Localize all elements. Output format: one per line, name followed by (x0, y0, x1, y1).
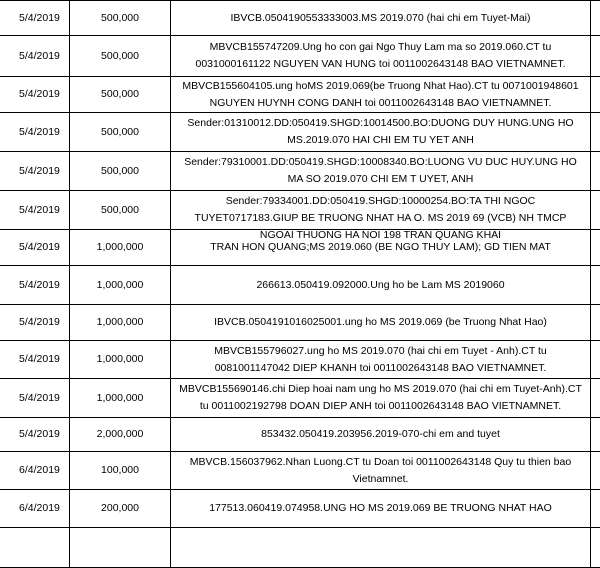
description-cell (171, 152, 591, 190)
amount-cell: 2,000,000 (70, 418, 171, 451)
description-text: MBVCB.156037962.Nhan Luong.CT tu Doan toi 0011002643148 Quy tu thien bao Vietnamnet. (189, 455, 572, 485)
amount-cell: 1,000,000 (70, 379, 171, 417)
extra-cell (591, 341, 600, 378)
extra-cell (591, 77, 600, 112)
amount-cell: 1,000,000 (70, 341, 171, 378)
extra-cell (591, 152, 600, 190)
table-row (0, 113, 600, 152)
amount-cell: 500,000 (70, 36, 171, 76)
extra-cell (591, 230, 600, 265)
description-text: IBVCB.0504190553333003.MS 2019.070 (hai chi em Tuyet-Mai) (230, 11, 531, 24)
extra-cell (591, 528, 600, 567)
description-cell (171, 266, 591, 304)
table-row (0, 528, 600, 568)
date-cell: 5/4/2019 (0, 36, 70, 76)
description-cell (171, 341, 591, 378)
table-row (0, 77, 600, 113)
extra-cell (591, 191, 600, 229)
extra-cell (591, 36, 600, 76)
date-cell: 5/4/2019 (0, 1, 70, 35)
table-row (0, 490, 600, 528)
date-cell: 5/4/2019 (0, 191, 70, 229)
amount-cell: 100,000 (70, 452, 171, 489)
amount-cell: 500,000 (70, 152, 171, 190)
amount-cell (70, 528, 171, 567)
description-cell (171, 418, 591, 451)
amount-cell: 1,000,000 (70, 305, 171, 340)
description-cell (171, 379, 591, 417)
description-text: Sender:01310012.DD:050419.SHGD:10014500.BO:DUONG DUY HUNG.UNG HO MS.2019.070 HAI CHI EM TU YET ANH (187, 117, 574, 146)
amount-cell: 200,000 (70, 490, 171, 527)
table-row (0, 418, 600, 452)
description-cell (171, 452, 591, 489)
description-text: TRAN HON QUANG;MS 2019.060 (BE NGO THUY LAM); GD TIEN MAT (210, 241, 551, 253)
table-row (0, 230, 600, 266)
description-cell (171, 305, 591, 340)
description-text: IBVCB.0504191016025001.ung ho MS 2019.069 (be Truong Nhat Hao) (214, 316, 547, 328)
date-cell: 5/4/2019 (0, 266, 70, 304)
description-text: MBVCB155747209.Ung ho con gai Ngo Thuy Lam ma so 2019.060.CT tu 0031000161122 NGUYEN VAN HUNG toi 0011002643148 BAO VIETNAMNET. (195, 41, 566, 70)
date-cell: 5/4/2019 (0, 379, 70, 417)
description-text: 853432.050419.203956.2019-070-chi em and tuyet (261, 428, 500, 440)
description-text: 266613.050419.092000.Ung ho be Lam MS 2019060 (256, 278, 505, 291)
date-cell: 6/4/2019 (0, 490, 70, 527)
description-cell (171, 230, 591, 265)
description-cell (171, 490, 591, 527)
description-text: MBVCB155604105.ung hoMS 2019.069(be Truong Nhat Hao).CT tu 0071001948601 NGUYEN HUYNH CONG DANH toi 0011002643148 BAO VIETNAMNET. (182, 79, 579, 109)
amount-cell: 500,000 (70, 113, 171, 151)
table-row (0, 0, 600, 36)
extra-cell (591, 305, 600, 340)
amount-cell: 500,000 (70, 191, 171, 229)
extra-cell (591, 266, 600, 304)
amount-cell: 500,000 (70, 1, 171, 35)
date-cell: 5/4/2019 (0, 418, 70, 451)
table-row (0, 36, 600, 77)
amount-cell: 1,000,000 (70, 266, 171, 304)
table-row (0, 305, 600, 341)
description-cell (171, 36, 591, 76)
amount-cell: 500,000 (70, 77, 171, 112)
description-text: Sender:79334001.DD:050419.SHGD:10000254.BO:TA THI NGOC TUYET0717183.GIUP BE TRUONG NHAT HA O. MS 2019 69 (VCB) NH TMCP NGOAI THUONG HA NOI 198 TRAN QUANG KHAI (194, 195, 567, 241)
extra-cell (591, 1, 600, 35)
extra-cell (591, 113, 600, 151)
date-cell: 5/4/2019 (0, 341, 70, 378)
extra-cell (591, 379, 600, 417)
description-cell (171, 191, 591, 241)
description-text: MBVCB155690146.chi Diep hoai nam ung ho MS 2019.070 (hai chi em Tuyet-Anh).CT tu 0011002192798 DOAN DIEP ANH toi 0011002643148 BAO VIETNAMNET. (179, 383, 582, 412)
extra-cell (591, 452, 600, 489)
date-cell: 6/4/2019 (0, 452, 70, 489)
table-row (0, 452, 600, 490)
extra-cell (591, 418, 600, 451)
description-cell (171, 1, 591, 35)
description-text: Sender:79310001.DD:050419.SHGD:10008340.BO:LUONG VU DUC HUY.UNG HO MA SO 2019.070 CHI EM T UYET, ANH (184, 156, 577, 185)
description-text: 177513.060419.074958.UNG HO MS 2019.069 BE TRUONG NHAT HAO (209, 502, 552, 514)
table-row (0, 341, 600, 379)
extra-cell (591, 490, 600, 527)
table-row (0, 152, 600, 191)
date-cell: 5/4/2019 (0, 113, 70, 151)
date-cell: 5/4/2019 (0, 305, 70, 340)
table-row (0, 266, 600, 305)
table-row (0, 379, 600, 418)
date-cell: 5/4/2019 (0, 77, 70, 112)
table-row (0, 191, 600, 241)
description-cell (171, 113, 591, 151)
date-cell (0, 528, 70, 567)
amount-cell: 1,000,000 (70, 230, 171, 265)
description-text: MBVCB155796027.ung ho MS 2019.070 (hai chi em Tuyet - Anh).CT tu 0081001147042 DIEP KHANH toi 0011002643148 BAO VIETNAMNET. (214, 344, 547, 374)
date-cell: 5/4/2019 (0, 230, 70, 265)
description-cell (171, 77, 591, 112)
date-cell: 5/4/2019 (0, 152, 70, 190)
description-cell (171, 528, 591, 567)
